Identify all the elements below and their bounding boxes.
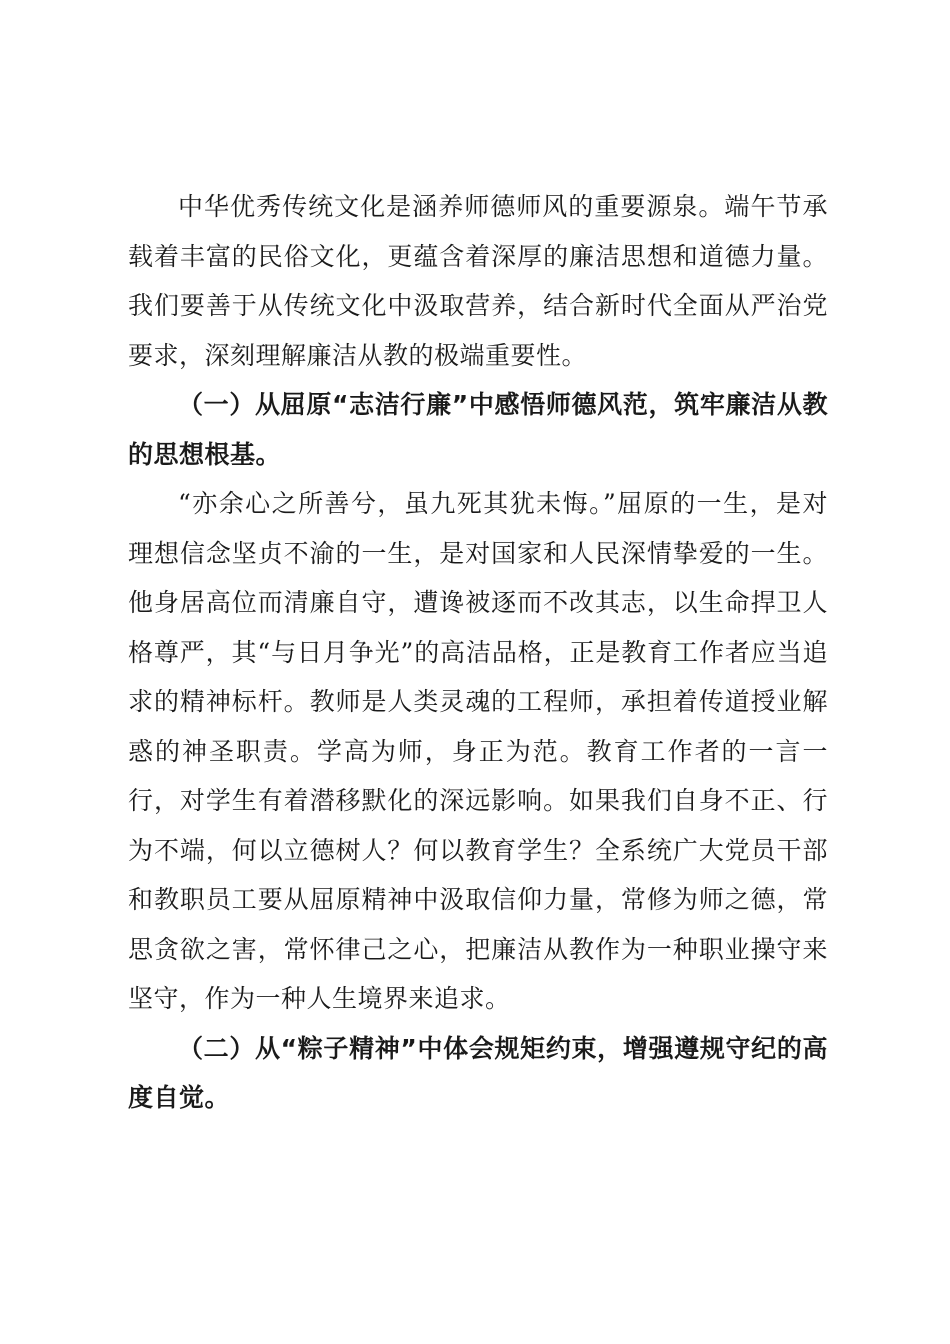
document-body [128, 182, 828, 1123]
paragraph-intro: 中华优秀传统文化是涵养师德师风的重要源泉。端午节承载着丰富的民俗文化，更蕴含着深厚的廉洁思想和道德力量。我们要善于从传统文化中汲取营养，结合新时代全面从严治党要求，深刻理解廉洁从教的极端重要性。 [128, 192, 828, 370]
section-heading-1: （一）从屈原“志洁行廉”中感悟师德风范，筑牢廉洁从教的思想根基。 [128, 390, 828, 469]
paragraph-qu-yuan: “亦余心之所善兮，虽九死其犹未悔。”屈原的一生，是对理想信念坚贞不渝的一生，是对国家和人民深情挚爱的一生。他身居高位而清廉自守，遭谗被逐而不改其志，以生命捍卫人格尊严，其“与日月争光”的高洁品格，正是教育工作者应当追求的精神标杆。教师是人类灵魂的工程师，承担着传道授业解惑的神圣职责。学高为师，身正为范。教育工作者的一言一行，对学生有着潜移默化的深远影响。如果我们自身不正、行为不端，何以立德树人？何以教育学生？全系统广大党员干部和教职员工要从屈原精神中汲取信仰力量，常修为师之德，常思贪欲之害，常怀律己之心，把廉洁从教作为一种职业操守来坚守，作为一种人生境界来追求。 [128, 489, 828, 1013]
section-heading-2: （二）从“粽子精神”中体会规矩约束，增强遵规守纪的高度自觉。 [128, 1033, 828, 1112]
